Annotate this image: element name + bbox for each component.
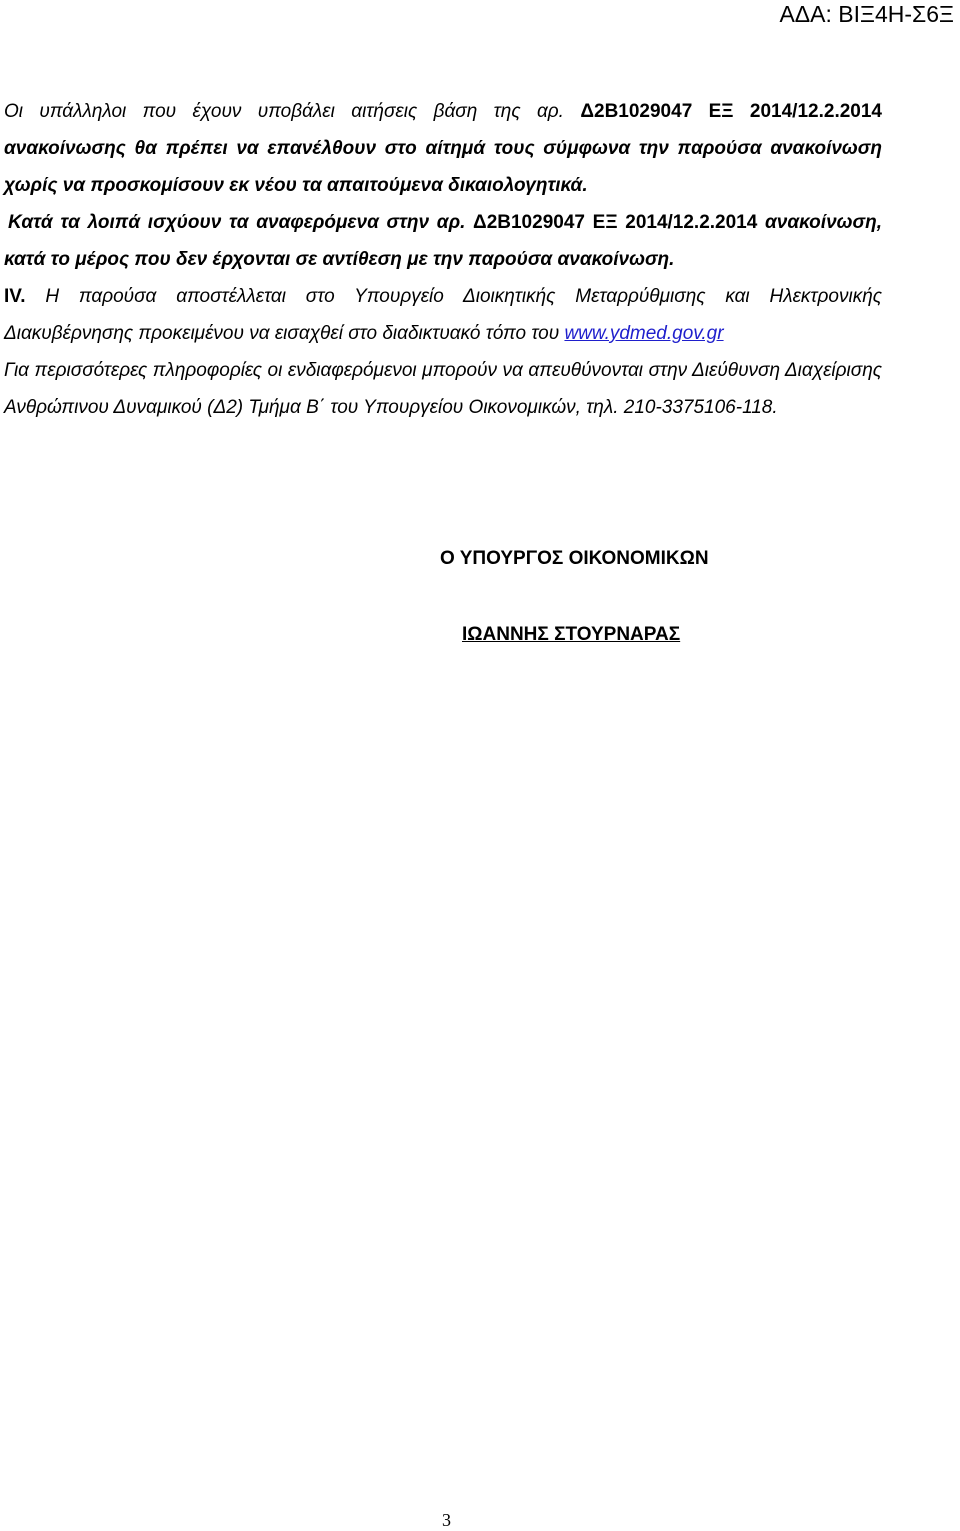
page-number: 3 <box>442 1510 451 1530</box>
paragraph-text: Η παρούσα αποστέλλεται στο Υπουργείο Διοικητικής Μεταρρύθμισης και Ηλεκτρονικής Διακυβέρνησης προκειμένου να εισαχθεί στο διαδικτυακό τόπο του <box>4 286 882 344</box>
document-body <box>4 93 882 426</box>
paragraph-distribution <box>4 278 882 352</box>
section-numeral: IV. <box>4 286 26 307</box>
signatory-name: ΙΩΑΝΝΗΣ ΣΤΟΥΡΝΑΡΑΣ <box>462 624 681 645</box>
paragraph-text: Για περισσότερες πληροφορίες οι ενδιαφερόμενοι μπορούν να απευθύνονται στην Διεύθυνση Διαχείρισης Ανθρώπινου Δυναμικού (Δ2) Τμήμα Β΄ του Υπουργείου Οικονομικών, τηλ. 210-3375106-118. <box>4 360 882 418</box>
signatory-title: Ο ΥΠΟΥΡΓΟΣ ΟΙΚΟΝΟΜΙΚΩΝ <box>440 548 709 569</box>
paragraph-remaining-provisions <box>4 204 882 278</box>
paragraph-contact-info <box>4 352 882 426</box>
paragraph-resubmission <box>4 93 882 204</box>
announcement-reference: Δ2Β1029047 ΕΞ 2014/12.2.2014 <box>580 101 882 122</box>
paragraph-text: Κατά τα λοιπά ισχύουν τα αναφερόμενα στην αρ. <box>8 212 474 233</box>
ada-code: ΑΔΑ: ΒΙΞ4Η-Σ6Ξ <box>779 1 954 27</box>
website-link[interactable]: www.ydmed.gov.gr <box>564 323 724 344</box>
paragraph-text: ανακοίνωση, κατά το μέρος που δεν έρχονται σε αντίθεση με την παρούσα ανακοίνωση. <box>4 212 882 270</box>
announcement-reference: Δ2Β1029047 ΕΞ 2014/12.2.2014 <box>473 212 758 233</box>
paragraph-text: ανακοίνωσης θα πρέπει να επανέλθουν στο αίτημά τους σύμφωνα την παρούσα ανακοίνωση χωρίς να προσκομίσουν εκ νέου τα απαιτούμενα δικαιολογητικά. <box>4 138 882 196</box>
paragraph-text: Οι υπάλληλοι που έχουν υποβάλει αιτήσεις βάση της αρ. <box>4 101 581 122</box>
